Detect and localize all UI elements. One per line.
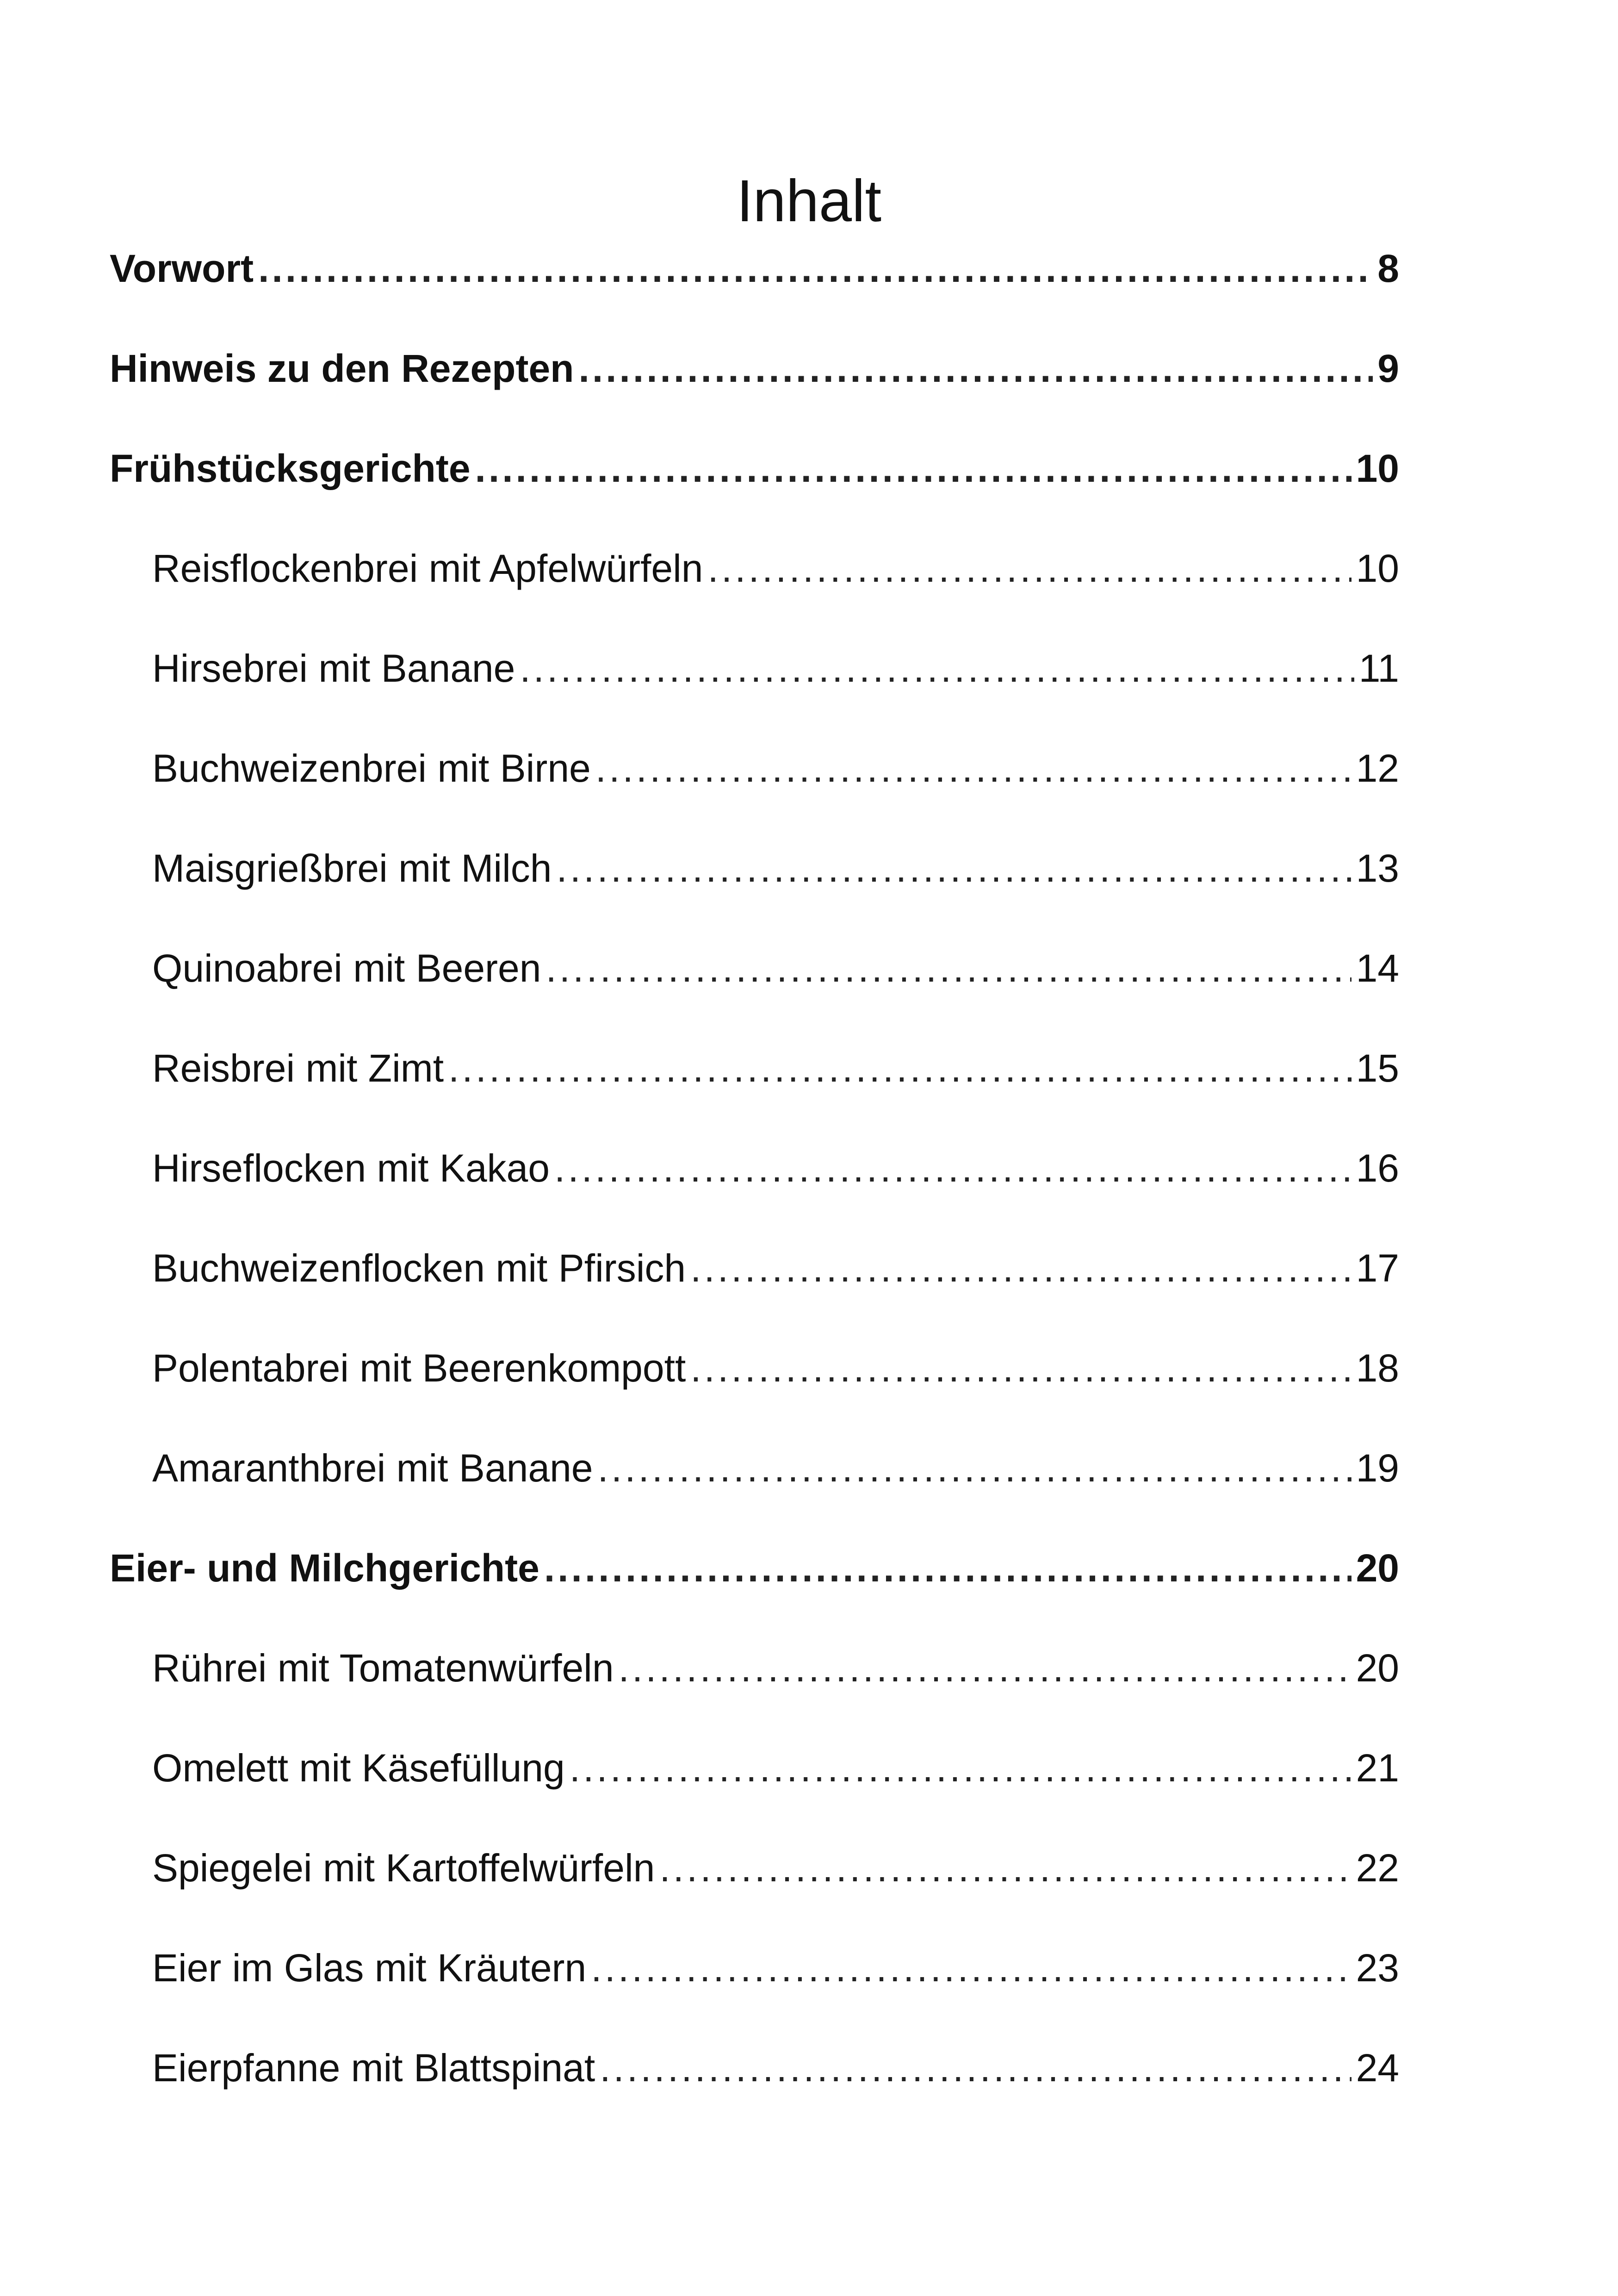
toc-page-number: 10 <box>1356 547 1399 590</box>
toc-dot-leader <box>579 341 1373 396</box>
toc-dot-leader <box>475 441 1351 496</box>
toc-recipe-entry <box>152 641 1399 696</box>
toc-entry-title: Eierpfanne mit Blattspinat <box>152 2046 595 2090</box>
toc-recipe-entry <box>152 1840 1399 1896</box>
toc-entry-title: Omelett mit Käsefüllung <box>152 1746 565 1790</box>
toc-entry-title: Reisflockenbrei mit Apfelwürfeln <box>152 547 703 590</box>
toc-recipe-entry <box>152 840 1399 896</box>
page-title: Inhalt <box>736 168 882 234</box>
toc-entry-title: Hirseflocken mit Kakao <box>152 1146 550 1190</box>
toc-dot-leader <box>544 1540 1351 1596</box>
toc-dot-leader <box>520 641 1354 696</box>
toc-dot-leader <box>690 1340 1351 1396</box>
toc-entry-title: Frühstücksgerichte <box>110 447 471 490</box>
toc-recipe-entry <box>152 940 1399 996</box>
toc-dot-leader <box>595 740 1351 796</box>
toc-page-number: 11 <box>1358 647 1399 690</box>
toc-dot-leader <box>619 1640 1351 1696</box>
toc-entry-title: Rührei mit Tomatenwürfeln <box>152 1646 614 1690</box>
toc-entry-title: Buchweizenflocken mit Pfirsich <box>152 1246 686 1290</box>
toc-page-number: 12 <box>1356 747 1399 790</box>
toc-page-number: 22 <box>1356 1846 1399 1890</box>
toc-page-number: 20 <box>1356 1546 1399 1590</box>
toc-page-number: 24 <box>1356 2046 1399 2090</box>
toc-entry-title: Buchweizenbrei mit Birne <box>152 747 591 790</box>
toc-recipe-entry <box>152 1940 1399 1996</box>
toc-page-number: 8 <box>1377 247 1399 290</box>
toc-page-number: 23 <box>1356 1946 1399 1990</box>
toc-recipe-entry <box>152 740 1399 796</box>
toc-dot-leader <box>554 1140 1351 1196</box>
toc-entry-title: Spiegelei mit Kartoffelwürfeln <box>152 1846 655 1890</box>
toc-dot-leader <box>570 1740 1351 1796</box>
toc-entry-title: Eier- und Milchgerichte <box>110 1546 539 1590</box>
toc-entry-title: Amaranthbrei mit Banane <box>152 1446 593 1490</box>
toc-page-number: 21 <box>1356 1746 1399 1790</box>
toc-entry-title: Quinoabrei mit Beeren <box>152 946 541 990</box>
toc-entry-title: Reisbrei mit Zimt <box>152 1046 444 1090</box>
toc-chapter-entry <box>110 341 1399 396</box>
toc-dot-leader <box>258 241 1373 296</box>
toc-recipe-entry <box>152 1040 1399 1096</box>
toc-recipe-entry <box>152 1440 1399 1496</box>
toc-page-number: 20 <box>1356 1646 1399 1690</box>
toc-dot-leader <box>708 541 1351 596</box>
toc-entry-title: Hirsebrei mit Banane <box>152 647 515 690</box>
toc-recipe-entry <box>152 1140 1399 1196</box>
toc-dot-leader <box>659 1840 1351 1896</box>
toc-entry-title: Vorwort <box>110 247 254 290</box>
toc-recipe-entry <box>152 1640 1399 1696</box>
toc-chapter-entry <box>110 1540 1399 1596</box>
toc-entry-title: Hinweis zu den Rezepten <box>110 347 574 390</box>
toc-entry-title: Polentabrei mit Beerenkompott <box>152 1346 686 1390</box>
toc-recipe-entry <box>152 1240 1399 1296</box>
toc-page-number: 14 <box>1356 946 1399 990</box>
toc-chapter-entry <box>110 241 1399 296</box>
toc-recipe-entry <box>152 541 1399 596</box>
toc-entry-title: Maisgrießbrei mit Milch <box>152 846 552 890</box>
toc-page-number: 16 <box>1356 1146 1399 1190</box>
toc-page-number: 13 <box>1356 846 1399 890</box>
toc-entry-title: Eier im Glas mit Kräutern <box>152 1946 587 1990</box>
toc-dot-leader <box>690 1240 1351 1296</box>
toc-dot-leader <box>546 940 1351 996</box>
toc-dot-leader <box>448 1040 1351 1096</box>
toc-recipe-entry <box>152 1340 1399 1396</box>
toc-page-number: 9 <box>1377 347 1399 390</box>
toc-dot-leader <box>591 1940 1351 1996</box>
toc-page-number: 18 <box>1356 1346 1399 1390</box>
toc-dot-leader <box>556 840 1351 896</box>
toc-chapter-entry <box>110 441 1399 496</box>
toc-page-number: 17 <box>1356 1246 1399 1290</box>
toc-recipe-entry <box>152 2040 1399 2096</box>
toc-page-number: 10 <box>1356 447 1399 490</box>
toc-page-number: 19 <box>1356 1446 1399 1490</box>
toc-page-number: 15 <box>1356 1046 1399 1090</box>
toc-dot-leader <box>600 2040 1351 2096</box>
toc-recipe-entry <box>152 1740 1399 1796</box>
toc-dot-leader <box>598 1440 1351 1496</box>
